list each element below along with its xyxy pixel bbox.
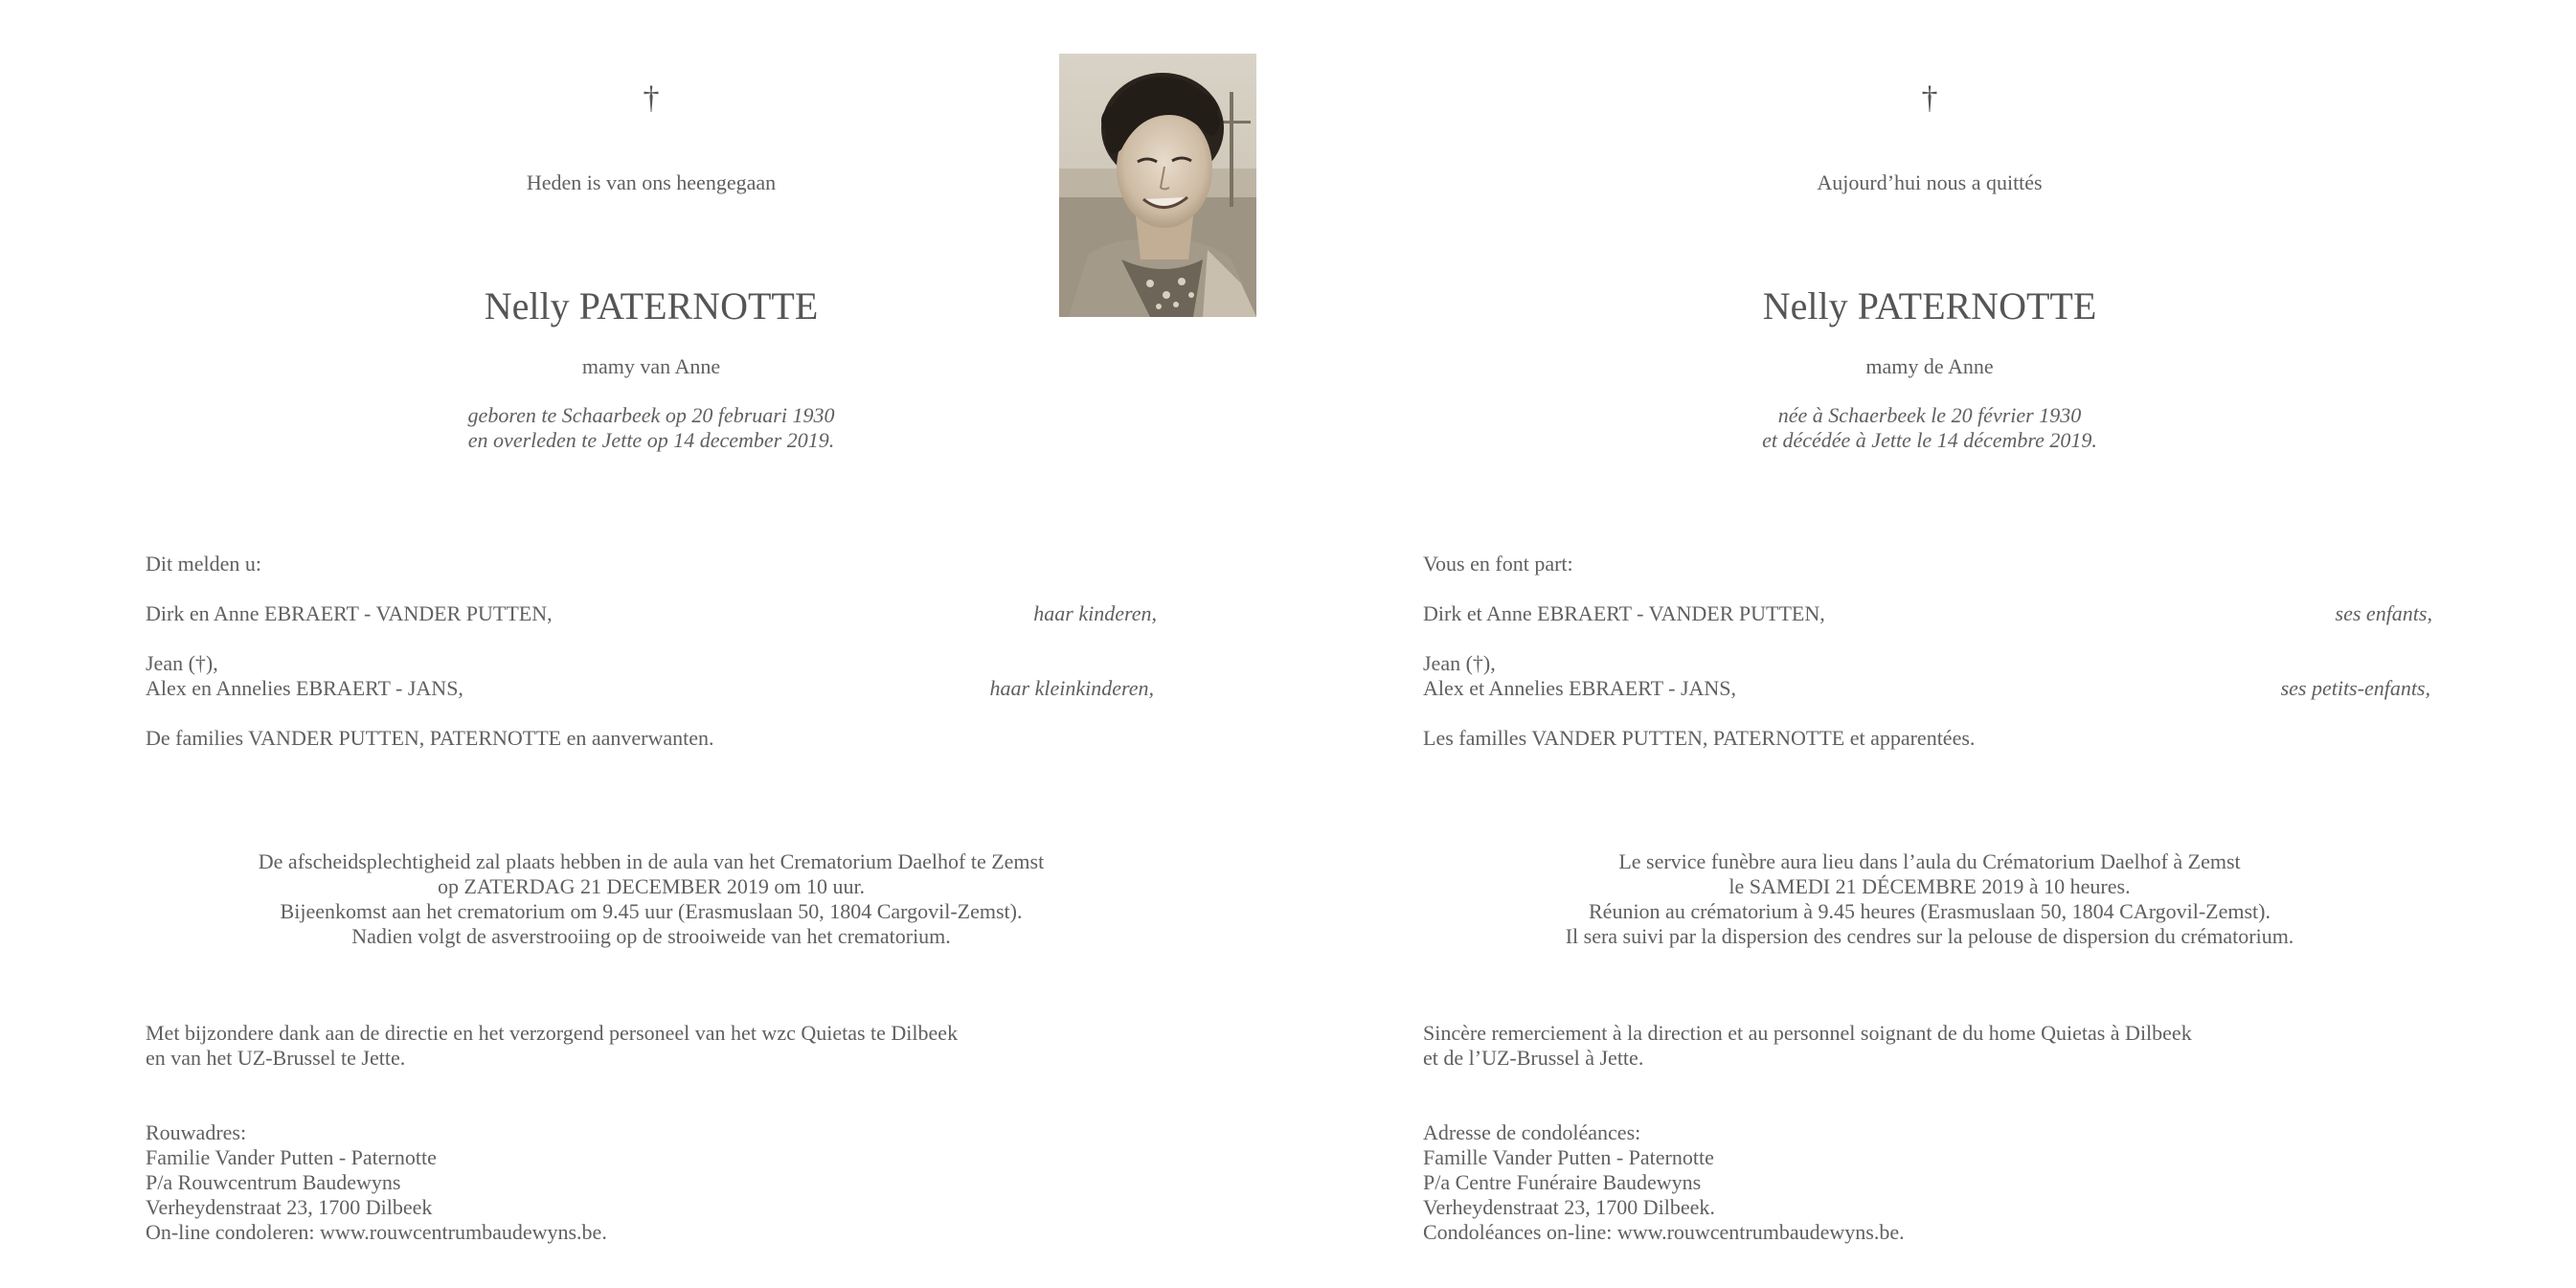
ceremony-line-2-nl: op ZATERDAG 21 DECEMBER 2019 om 10 uur.: [437, 874, 866, 898]
announce-fr: Vous en font part:: [1423, 552, 1573, 576]
ceremony-line-4-fr: Il sera suivi par la dispersion des cendres sur la pelouse de dispersion du crématorium.: [1565, 924, 2294, 948]
address-center-fr: P/a Centre Funéraire Baudewyns: [1423, 1170, 1702, 1194]
address-center-nl: P/a Rouwcentrum Baudewyns: [146, 1170, 401, 1194]
ceremony-line-2-fr: le SAMEDI 21 DÉCEMBRE 2019 à 10 heures.: [1729, 874, 2131, 898]
intro-text-fr: Aujourd’hui nous a quittés: [1817, 170, 2043, 194]
ceremony-line-1-nl: De afscheidsplechtigheid zal plaats hebben in de aula van het Crematorium Daelhof te Zemst: [258, 849, 1045, 873]
deceased-name-fr: Nelly PATERNOTTE: [1762, 284, 2097, 328]
address-label-nl: Rouwadres:: [146, 1120, 247, 1144]
relation-fr: mamy de Anne: [1865, 354, 1994, 378]
portrait-photo: [1059, 54, 1256, 317]
relation-nl: mamy van Anne: [581, 354, 721, 378]
cross-icon: †: [643, 80, 660, 116]
ceremony-line-3-nl: Bijeenkomst aan het crematorium om 9.45 uur (Erasmuslaan 50, 1804 Cargovil-Zemst).: [280, 899, 1023, 923]
grandchild-2-nl: Alex en Annelies EBRAERT - JANS,: [146, 676, 463, 700]
death-line-nl: en overleden te Jette op 14 december 2019.: [467, 428, 835, 452]
grandchildren-role-fr: ses petits-enfants,: [2280, 676, 2430, 700]
children-role-nl: haar kinderen,: [1033, 601, 1157, 625]
address-online-fr: Condoléances on-line: www.rouwcentrumbaudewyns.be.: [1423, 1220, 1905, 1244]
thanks-line-1-fr: Sincère remerciement à la direction et au personnel soignant de du home Quietas à Dilbeek: [1423, 1021, 2192, 1045]
address-online-nl: On-line condoleren: www.rouwcentrumbaudewyns.be.: [146, 1220, 607, 1244]
ceremony-line-4-nl: Nadien volgt de asverstrooiing op de strooiweide van het crematorium.: [351, 924, 951, 948]
address-label-fr: Adresse de condoléances:: [1423, 1120, 1641, 1144]
thanks-line-2-fr: et de l’UZ-Brussel à Jette.: [1423, 1046, 1644, 1070]
intro-text-nl: Heden is van ons heengegaan: [526, 170, 777, 194]
thanks-line-2-nl: en van het UZ-Brussel te Jette.: [146, 1046, 406, 1070]
families-fr: Les familles VANDER PUTTEN, PATERNOTTE et apparentées.: [1423, 726, 1976, 750]
cross-icon: †: [1921, 80, 1938, 116]
grandchild-2-fr: Alex et Annelies EBRAERT - JANS,: [1423, 676, 1737, 700]
ceremony-line-1-fr: Le service funèbre aura lieu dans l’aula du Crématorium Daelhof à Zemst: [1618, 849, 2241, 873]
grandchildren-role-nl: haar kleinkinderen,: [989, 676, 1154, 700]
deceased-name-nl: Nelly PATERNOTTE: [484, 284, 819, 328]
grandchild-1-nl: Jean (†),: [146, 651, 218, 675]
address-street-fr: Verheydenstraat 23, 1700 Dilbeek.: [1423, 1195, 1715, 1219]
announce-nl: Dit melden u:: [146, 552, 261, 576]
children-role-fr: ses enfants,: [2335, 601, 2432, 625]
children-names-fr: Dirk et Anne EBRAERT - VANDER PUTTEN,: [1423, 601, 1825, 625]
birth-line-nl: geboren te Schaarbeek op 20 februari 1930: [467, 403, 835, 427]
birth-line-fr: née à Schaerbeek le 20 février 1930: [1777, 403, 2082, 427]
children-names-nl: Dirk en Anne EBRAERT - VANDER PUTTEN,: [146, 601, 553, 625]
address-family-fr: Famille Vander Putten - Paternotte: [1423, 1145, 1714, 1169]
address-family-nl: Familie Vander Putten - Paternotte: [146, 1145, 437, 1169]
grandchild-1-fr: Jean (†),: [1423, 651, 1496, 675]
death-line-fr: et décédée à Jette le 14 décembre 2019.: [1762, 428, 2097, 452]
families-nl: De families VANDER PUTTEN, PATERNOTTE en aanverwanten.: [146, 726, 714, 750]
thanks-line-1-nl: Met bijzondere dank aan de directie en het verzorgend personeel van het wzc Quietas te Dilbeek: [146, 1021, 959, 1045]
address-street-nl: Verheydenstraat 23, 1700 Dilbeek: [146, 1195, 433, 1219]
ceremony-line-3-fr: Réunion au crématorium à 9.45 heures (Erasmuslaan 50, 1804 CArgovil-Zemst).: [1589, 899, 2271, 923]
